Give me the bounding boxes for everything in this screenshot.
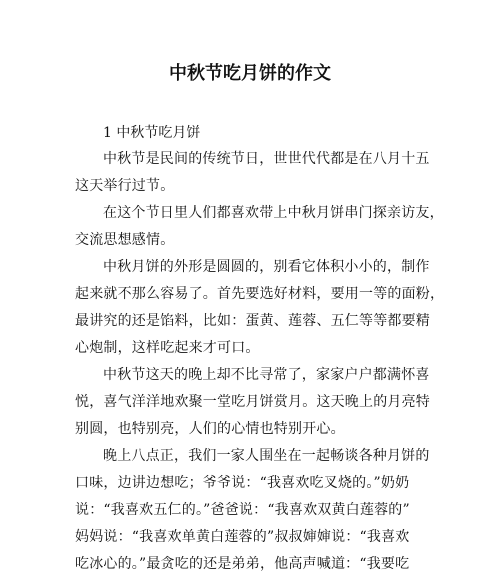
section-heading: 1 中秋节吃月饼	[103, 125, 201, 141]
paragraph-line: 悦，喜气洋洋地欢聚一堂吃月饼赏月。这天晚上的月亮特	[75, 394, 430, 410]
paragraph-line: 吃冰心的。”最贪吃的还是弟弟，他高声喊道：“我要吃	[75, 556, 410, 572]
paragraph-line: 心炮制，这样吃起来才可口。	[75, 340, 260, 356]
paragraph-3	[75, 254, 445, 362]
paragraph-line: 别圆，也特别亮，人们的心情也特别开心。	[75, 421, 345, 437]
paragraph-line: 这天举行过节。	[75, 178, 175, 194]
paragraph-line: 交流思想感情。	[75, 232, 175, 248]
paragraph-line: 中秋节这天的晚上却不比寻常了，家家户户都满怀喜	[103, 367, 430, 383]
paragraph-5	[75, 443, 430, 578]
paragraph-2	[75, 200, 444, 254]
paragraph-line: 妈妈说：“我喜欢单黄白莲蓉的”叔叔婶婶说：“我喜欢	[75, 529, 410, 545]
paragraph-line: 晚上八点正，我们一家人围坐在一起畅谈各种月饼的	[103, 448, 430, 464]
document-title: 中秋节吃月饼的作文	[169, 63, 331, 84]
paragraph-line: 最讲究的还是馅料，比如：蛋黄、莲蓉、五仁等等都要精	[75, 313, 430, 329]
paragraph-1	[75, 146, 430, 200]
document-body	[75, 120, 445, 578]
paragraph-line: 中秋节是民间的传统节日，世世代代都是在八月十五	[103, 151, 430, 167]
paragraph-4	[75, 362, 430, 443]
paragraph-line: 起来就不那么容易了。首先要选好材料，要用一等的面粉，	[75, 286, 445, 302]
paragraph-line: 在这个节日里人们都喜欢带上中秋月饼串门探亲访友，	[103, 205, 444, 221]
paragraph-line: 口味，边讲边想吃；爷爷说：“我喜欢吃叉烧的。”奶奶	[75, 475, 410, 491]
paragraph-line: 中秋月饼的外形是圆圆的，别看它体积小小的，制作	[103, 259, 430, 275]
paragraph-line: 说：“我喜欢五仁的。”爸爸说：“我喜欢双黄白莲蓉的”	[75, 502, 410, 518]
